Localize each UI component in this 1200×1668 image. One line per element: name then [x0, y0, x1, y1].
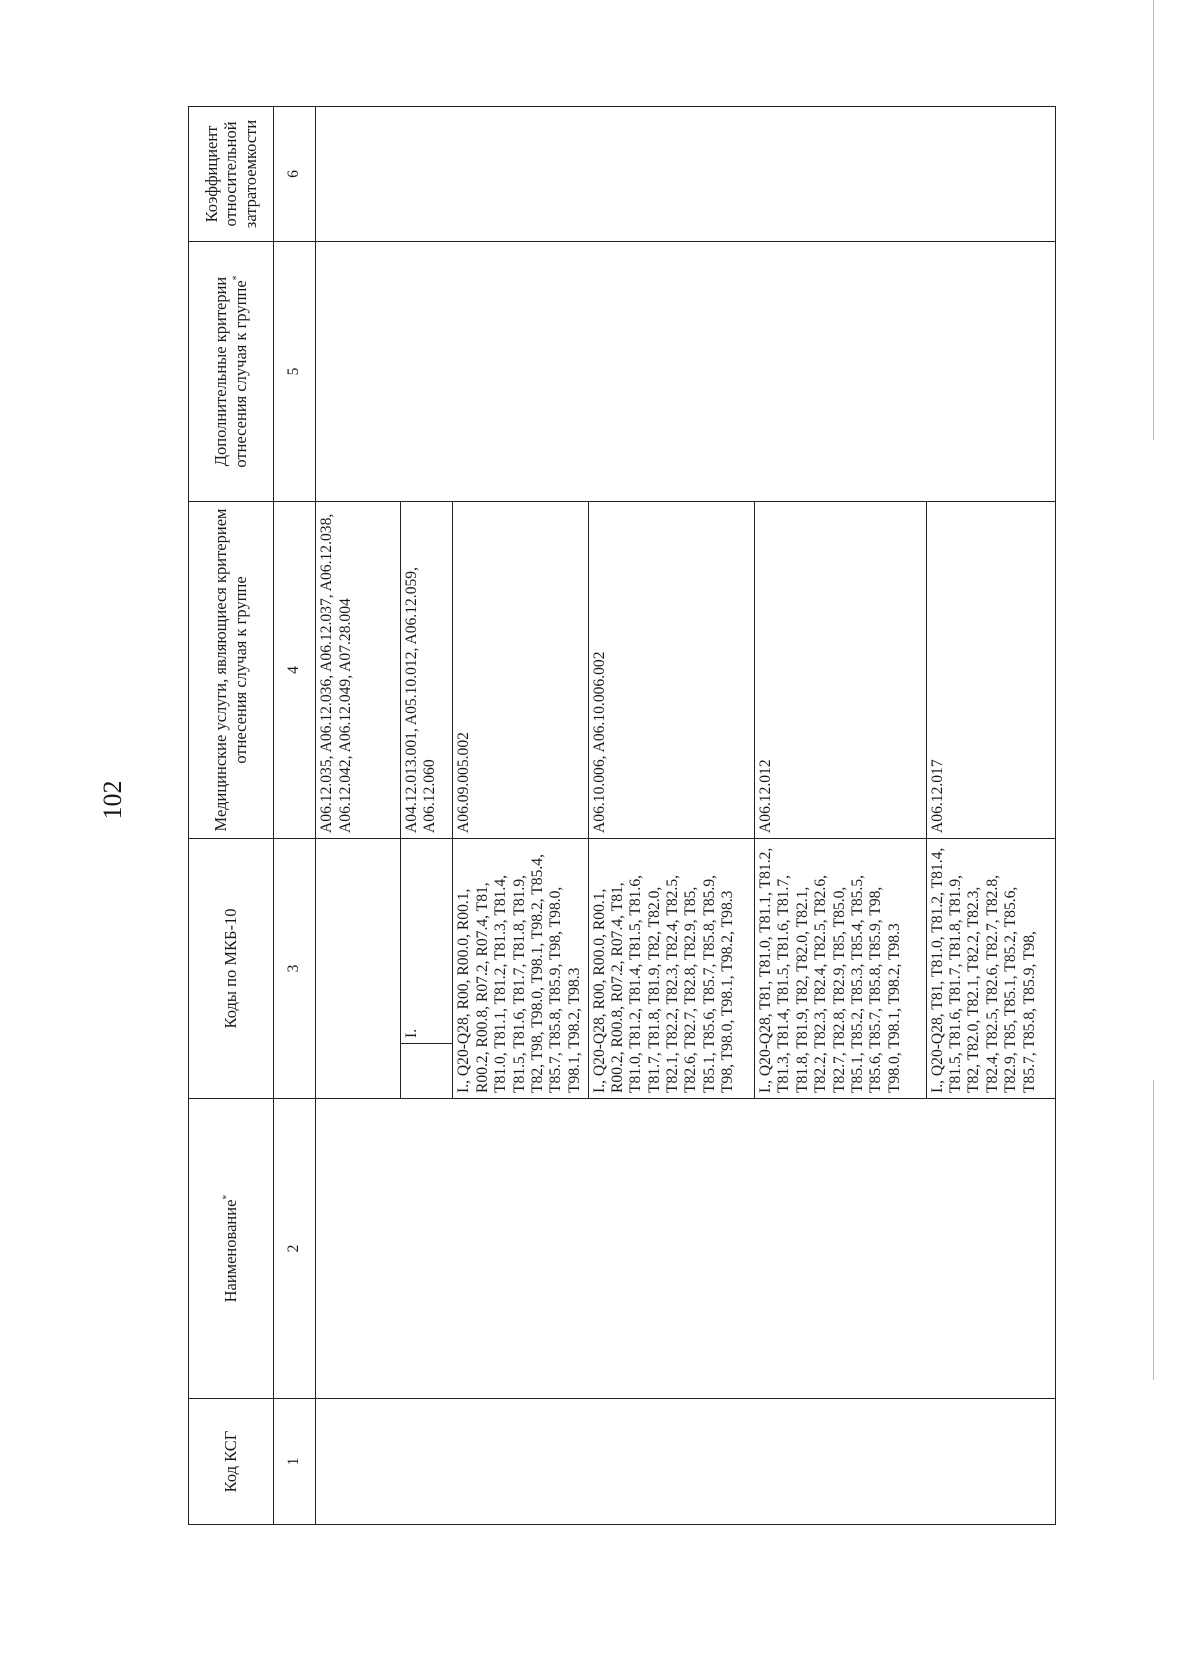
services-cell: A06.12.017 — [926, 501, 1055, 838]
column-number-row — [273, 106, 315, 1524]
header-name-mark: * — [221, 1194, 233, 1200]
header-coefficient: Коэффициент относительной затратоемкости — [189, 106, 274, 241]
services-cell: A06.12.035, A06.12.036, A06.12.037, A06.12.038, A06.12.042, A06.12.049, A07.28.004 — [316, 501, 401, 838]
ksg-code-cell — [316, 1399, 1056, 1525]
header-icd-codes: Коды по МКБ-10 — [189, 838, 274, 1098]
scan-edge-line-lower — [1153, 1080, 1154, 1380]
table-row — [316, 106, 401, 1524]
column-number: 5 — [273, 241, 315, 501]
header-services: Медицинские услуги, являющиеся критерием отнесения случая к группе — [189, 501, 274, 838]
name-cell — [316, 1099, 1056, 1399]
services-cell: A06.12.012 — [755, 501, 927, 838]
services-cell: A06.09.005.002 — [453, 501, 588, 838]
column-number: 4 — [273, 501, 315, 838]
header-name-text: Наименование — [221, 1199, 241, 1303]
icd-cell: I., Q20-Q28, T81, T81.0, T81.1, T81.2, T81.3, T81.4, T81.5, T81.6, T81.7, T81.8, T81.9, T82, T82.0, T82.1, T82.2, T82.3, T82.4, T82.5, T82.6, T82.7, T82.8, T82.9, T85, T85.0, T85.1, T85.2, T85.3, T85.4, T85.5, T85.6, T85.7, T85.8, T85.9, T98, T98.0, T98.1, T98.2, T98.3 — [755, 838, 927, 1098]
column-number: 2 — [273, 1099, 315, 1399]
column-number: 3 — [273, 838, 315, 1098]
services-cell: A04.12.013.001, A05.10.012, A06.12.059, A06.12.060 — [400, 501, 453, 838]
icd-cell: I., Q20-Q28, R00, R00.0, R00.1, R00.2, R00.8, R07.2, R07.4, T81, T81.0, T81.1, T81.2, T81.3, T81.4, T81.5, T81.6, T81.7, T81.8, T81.9, T82, T98, T98.0, T98.1, T98.2, T85.4, T85.7, T85.8, T85.9, T98, T98.0, T98.1, T98.2, T98.3 — [453, 838, 588, 1098]
header-extra-criteria-mark: * — [231, 275, 243, 281]
header-extra-criteria — [189, 241, 274, 501]
header-extra-criteria-text: Дополнительные критерии отнесения случая к группе — [211, 276, 250, 468]
icd-cell — [316, 838, 401, 1098]
icd-cell: I., Q20-Q28, T81, T81.0, T81.2, T81.4, T81.5, T81.6, T81.7, T81.8, T81.9, T82, T82.0, T82.1, T82.2, T82.3, T82.4, T82.5, T82.6, T82.7, T82.8, T82.9, T85, T85.1, T85.2, T85.6, T85.7, T85.8, T85.9, T98, — [926, 838, 1055, 1098]
page-number: 102 — [98, 780, 127, 820]
icd-indent-cell — [400, 1044, 453, 1099]
scan-edge-line — [1153, 0, 1154, 440]
services-cell: A06.10.006, A06.10.006.002 — [588, 501, 755, 838]
column-number: 6 — [273, 106, 315, 241]
ksg-table — [188, 107, 1056, 1525]
column-number: 1 — [273, 1399, 315, 1525]
extra-criteria-cell — [316, 241, 1056, 501]
header-ksg-code: Код КСГ — [189, 1399, 274, 1525]
coefficient-cell — [316, 106, 1056, 241]
header-row — [189, 106, 274, 1524]
icd-cell: I. — [400, 838, 453, 1043]
icd-cell: I., Q20-Q28, R00, R00.0, R00.1, R00.2, R00.8, R07.2, R07.4, T81, T81.0, T81.2, T81.4, T81.5, T81.6, T81.7, T81.8, T81.9, T82, T82.0, T82.1, T82.2, T82.3, T82.4, T82.5, T82.6, T82.7, T82.8, T82.9, T85, T85.1, T85.6, T85.7, T85.8, T85.9, T98, T98.0, T98.1, T98.2, T98.3 — [588, 838, 755, 1098]
header-name — [189, 1099, 274, 1399]
